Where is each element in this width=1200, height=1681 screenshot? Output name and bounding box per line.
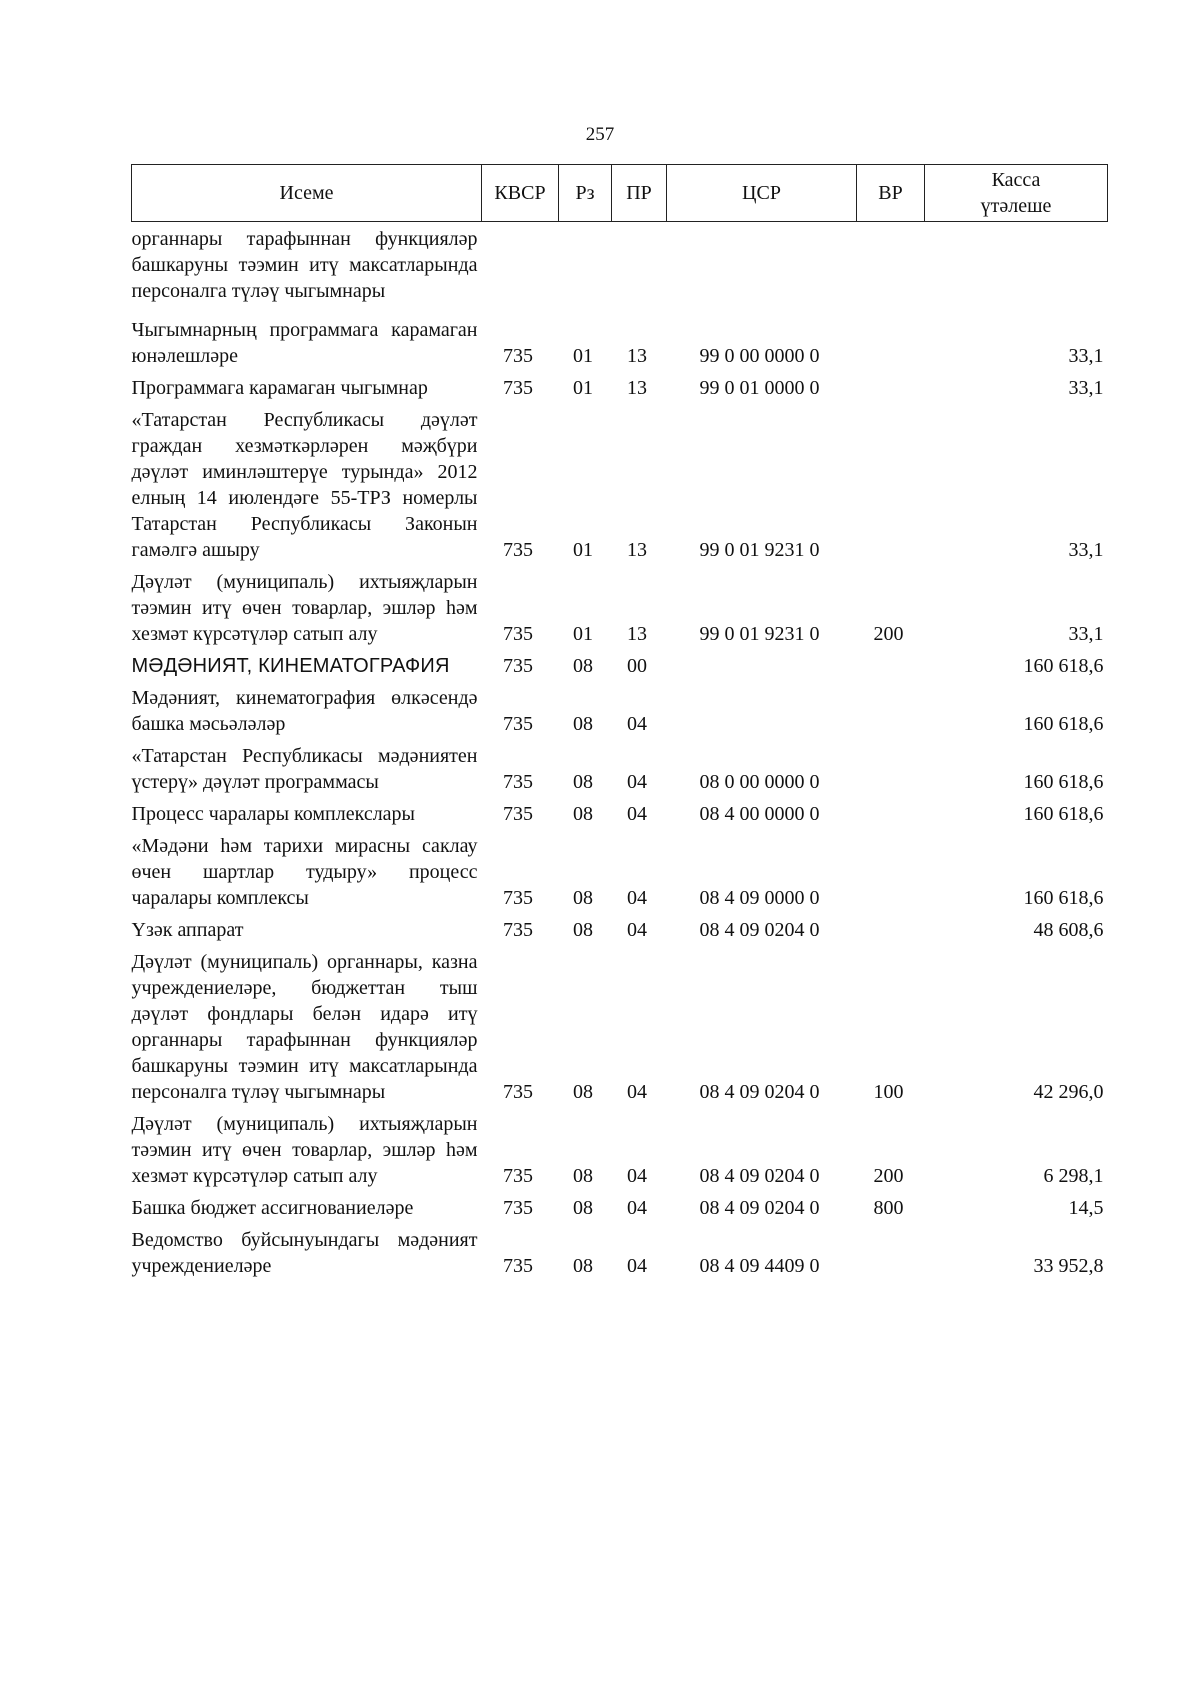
cell-amount: 33,1	[1068, 623, 1104, 645]
cell-vr	[857, 830, 925, 914]
table-row	[132, 404, 1108, 566]
cell-pr: 04	[627, 713, 647, 735]
header-csr: ЦСР	[667, 165, 857, 222]
cell-pr: 13	[627, 539, 647, 561]
table-body	[132, 222, 1108, 1283]
cell-kvsr: 735	[503, 771, 533, 793]
cell-kvsr: 735	[503, 623, 533, 645]
header-kassa-line1: Касса	[991, 169, 1041, 191]
header-kvsr: КВСР	[482, 165, 559, 222]
cell-csr	[667, 222, 857, 315]
cell-rz: 08	[573, 803, 593, 825]
cell-kvsr: 735	[503, 803, 533, 825]
cell-rz: 08	[573, 1081, 593, 1103]
cell-name: Мәдәният, кинематография өлкәсендә башка мәсьәләләр	[131, 687, 478, 735]
cell-name: Дәүләт (муниципаль) ихтыяҗларын тәэмин итү өчен товарлар, эшләр һәм хезмәт күрсәтүләр сатып алу	[131, 571, 478, 645]
cell-csr: 08 4 09 0204 0	[699, 1165, 820, 1187]
cell-csr: 08 4 09 0000 0	[699, 887, 820, 909]
cell-pr: 04	[627, 1197, 647, 1219]
cell-amount: 33,1	[1068, 345, 1104, 367]
cell-amount: 48 608,6	[1033, 919, 1104, 941]
cell-rz: 01	[573, 539, 593, 561]
cell-csr	[667, 650, 857, 682]
cell-kvsr: 735	[503, 539, 533, 561]
table-row	[132, 1192, 1108, 1224]
cell-name: Үзәк аппарат	[131, 919, 244, 941]
header-name: Исеме	[132, 165, 482, 222]
cell-name: Дәүләт (муниципаль) ихтыяҗларын тәэмин итү өчен товарлар, эшләр һәм хезмәт күрсәтүләр сатып алу	[131, 1113, 478, 1187]
cell-kvsr: 735	[503, 713, 533, 735]
table-row	[132, 946, 1108, 1108]
budget-table	[131, 164, 1108, 1282]
cell-pr	[612, 222, 667, 315]
cell-vr	[857, 650, 925, 682]
cell-vr	[857, 914, 925, 946]
cell-amount: 160 618,6	[1023, 771, 1104, 793]
cell-pr: 04	[627, 919, 647, 941]
cell-name: органнары тарафыннан функцияләр башкаруны тәэмин итү максатларында персоналга түләү чыгымнары	[131, 228, 478, 302]
table-row	[132, 650, 1108, 682]
cell-amount: 42 296,0	[1033, 1081, 1104, 1103]
table-row	[132, 798, 1108, 830]
cell-vr	[857, 682, 925, 740]
cell-pr: 04	[627, 771, 647, 793]
cell-csr: 99 0 01 9231 0	[699, 623, 820, 645]
cell-csr	[667, 682, 857, 740]
table-row	[132, 914, 1108, 946]
cell-kvsr: 735	[503, 1255, 533, 1277]
table-row	[132, 372, 1108, 404]
cell-kvsr: 735	[503, 1197, 533, 1219]
cell-rz: 08	[573, 1165, 593, 1187]
cell-name: МӘДӘНИЯТ, КИНЕМАТОГРАФИЯ	[131, 655, 450, 677]
cell-kvsr: 735	[503, 655, 533, 677]
cell-kvsr: 735	[503, 345, 533, 367]
header-rz: Рз	[559, 165, 612, 222]
cell-rz: 08	[573, 655, 593, 677]
cell-kvsr: 735	[503, 377, 533, 399]
header-pr: ПР	[612, 165, 667, 222]
cell-csr: 99 0 01 9231 0	[699, 539, 820, 561]
cell-pr: 04	[627, 1255, 647, 1277]
cell-csr: 08 4 00 0000 0	[699, 803, 820, 825]
page-number: 257	[585, 124, 615, 145]
cell-name: Башка бюджет ассигнованиеләре	[131, 1197, 414, 1219]
cell-csr: 08 4 09 4409 0	[699, 1255, 820, 1277]
table-row	[132, 1108, 1108, 1192]
cell-csr: 08 4 09 0204 0	[699, 919, 820, 941]
cell-pr: 00	[627, 655, 647, 677]
cell-name: Процесс чаралары комплекслары	[131, 803, 415, 825]
cell-name: «Татарстан Республикасы мәдәниятен үстерү» дәүләт программасы	[131, 745, 478, 793]
cell-rz: 08	[573, 1197, 593, 1219]
cell-csr: 08 4 09 0204 0	[699, 1081, 820, 1103]
header-vr: ВР	[857, 165, 925, 222]
cell-vr: 800	[873, 1197, 904, 1219]
cell-pr: 13	[627, 623, 647, 645]
table-row	[132, 1224, 1108, 1282]
cell-amount	[925, 222, 1108, 315]
table-row	[132, 682, 1108, 740]
table-row	[132, 314, 1108, 372]
cell-vr	[857, 314, 925, 372]
table-row	[132, 566, 1108, 650]
cell-vr	[857, 1224, 925, 1282]
cell-rz: 08	[573, 713, 593, 735]
cell-amount: 160 618,6	[1023, 803, 1104, 825]
cell-rz: 01	[573, 623, 593, 645]
cell-kvsr	[482, 222, 559, 315]
cell-name: Программага карамаган чыгымнар	[131, 377, 428, 399]
cell-name: Ведомство буйсынуындагы мәдәният учреждениеләре	[131, 1229, 478, 1277]
cell-amount: 160 618,6	[1023, 655, 1104, 677]
cell-name: Дәүләт (муниципаль) органнары, казна учреждениеләре, бюджеттан тыш дәүләт фондлары белән идарә итү органнары тарафыннан функцияләр башкаруны тәэмин итү максатларында персоналга түләү чыгымнары	[131, 951, 478, 1103]
cell-vr: 100	[873, 1081, 904, 1103]
cell-pr: 04	[627, 887, 647, 909]
cell-rz: 01	[573, 345, 593, 367]
cell-kvsr: 735	[503, 919, 533, 941]
cell-vr: 200	[873, 623, 904, 645]
cell-pr: 04	[627, 803, 647, 825]
cell-vr	[857, 740, 925, 798]
cell-csr: 99 0 00 0000 0	[699, 345, 820, 367]
cell-rz: 08	[573, 887, 593, 909]
header-kassa	[925, 165, 1108, 222]
cell-vr	[857, 404, 925, 566]
cell-pr: 13	[627, 377, 647, 399]
cell-name: «Татарстан Республикасы дәүләт граждан хезмәткәрләрен мәҗбүри дәүләт иминләштерүе турында» 2012 елның 14 июлендәге 55-ТРЗ номерлы Татарстан Республикасы Законын гамәлгә ашыру	[131, 409, 478, 561]
cell-amount: 14,5	[1068, 1197, 1104, 1219]
cell-amount: 160 618,6	[1023, 887, 1104, 909]
cell-vr	[857, 372, 925, 404]
cell-rz	[559, 222, 612, 315]
cell-kvsr: 735	[503, 1165, 533, 1187]
table-header	[132, 165, 1108, 222]
cell-csr: 08 4 09 0204 0	[699, 1197, 820, 1219]
cell-pr: 04	[627, 1081, 647, 1103]
cell-amount: 6 298,1	[1043, 1165, 1104, 1187]
cell-name: Чыгымнарның программага карамаган юнәлешләре	[131, 319, 478, 367]
cell-csr: 08 0 00 0000 0	[699, 771, 820, 793]
table-row	[132, 830, 1108, 914]
table-row	[132, 740, 1108, 798]
cell-rz: 08	[573, 1255, 593, 1277]
cell-pr: 04	[627, 1165, 647, 1187]
cell-vr: 200	[873, 1165, 904, 1187]
table-row	[132, 222, 1108, 315]
cell-pr: 13	[627, 345, 647, 367]
cell-amount: 160 618,6	[1023, 713, 1104, 735]
cell-rz: 01	[573, 377, 593, 399]
cell-vr	[857, 798, 925, 830]
cell-vr	[857, 222, 925, 315]
cell-rz: 08	[573, 919, 593, 941]
cell-name: «Мәдәни һәм тарихи мирасны саклау өчен шартлар тудыру» процесс чаралары комплексы	[131, 835, 478, 909]
cell-csr: 99 0 01 0000 0	[699, 377, 820, 399]
cell-rz: 08	[573, 771, 593, 793]
cell-kvsr: 735	[503, 1081, 533, 1103]
cell-amount: 33,1	[1068, 539, 1104, 561]
cell-amount: 33 952,8	[1033, 1255, 1104, 1277]
cell-kvsr: 735	[503, 887, 533, 909]
cell-amount: 33,1	[1068, 377, 1104, 399]
header-kassa-line2: үтәлеше	[980, 195, 1052, 217]
